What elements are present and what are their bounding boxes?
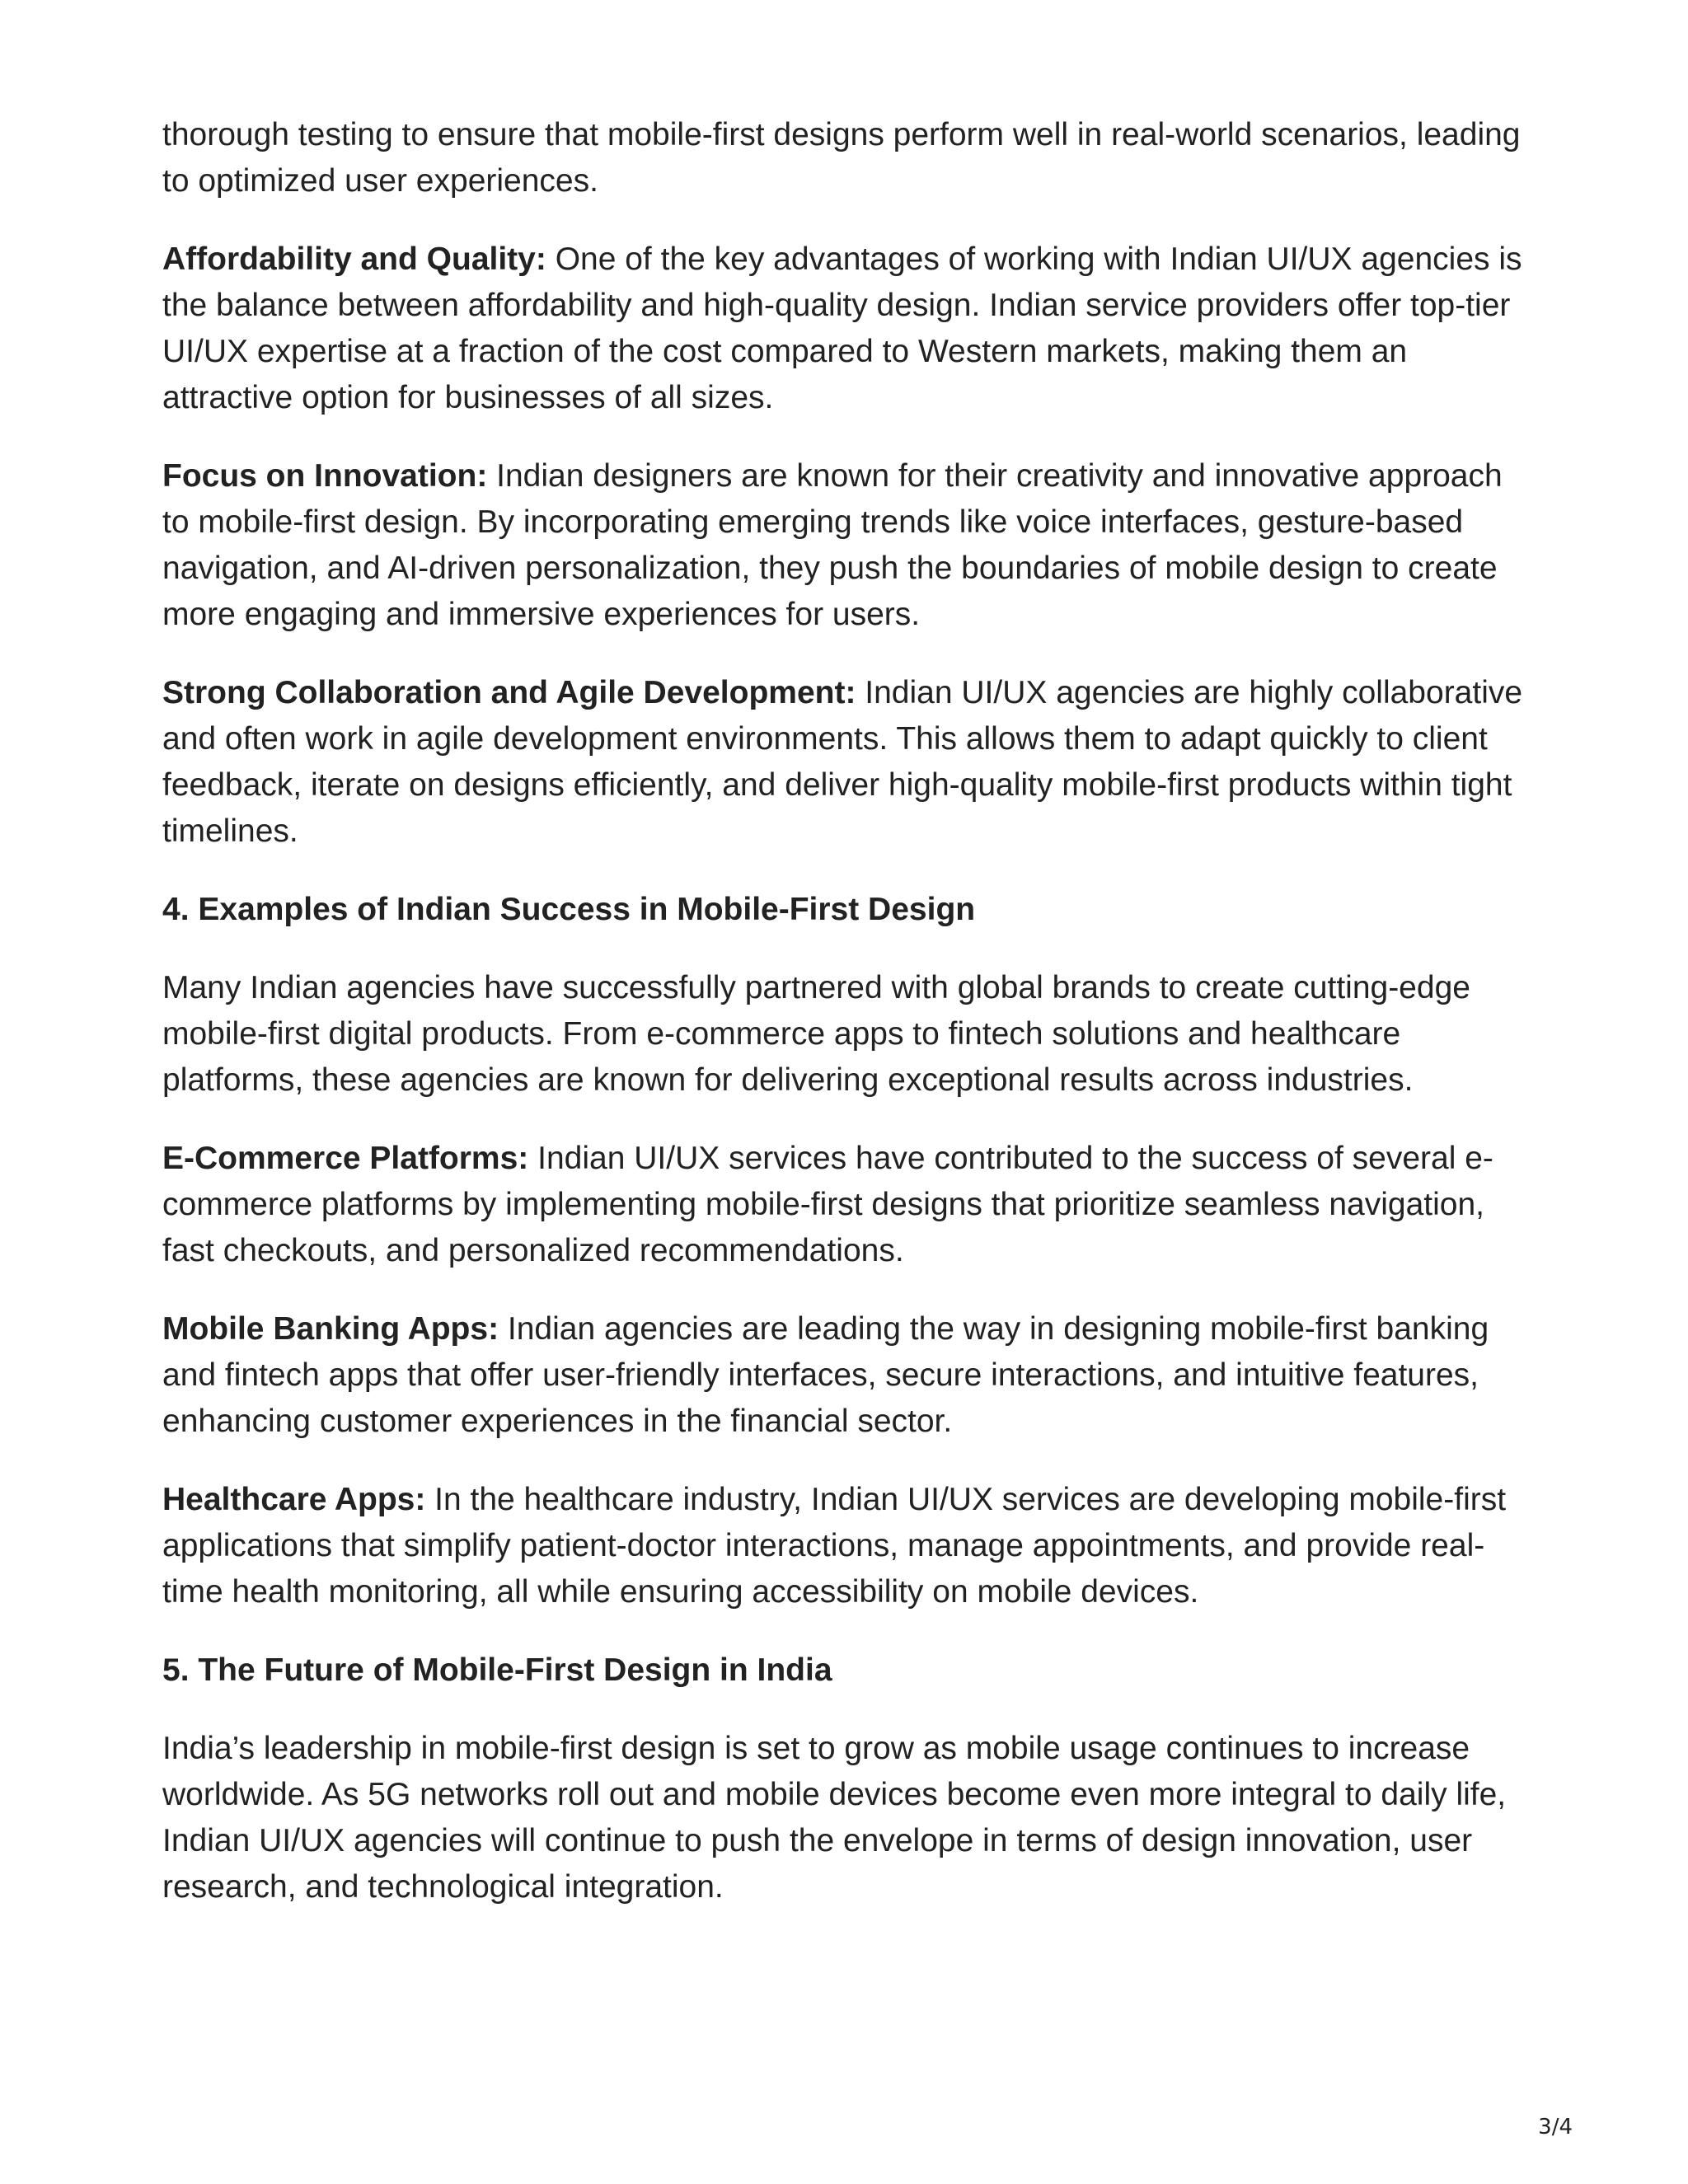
document-page (162, 112, 1531, 1943)
healthcare-text: In the healthcare industry, Indian UI/UX services are developing mobile-first applications that simplify patient-doctor interactions, manage appointments, and provide real-time health monitoring, all while ensuring accessibility on mobile devices. (162, 1482, 1507, 1610)
page-number: 3/4 (1538, 2115, 1573, 2139)
healthcare-paragraph (162, 1477, 1531, 1615)
innovation-text: Indian designers are known for their creativity and innovative approach to mobile-first design. By incorporating emerging trends like voice interfaces, gesture-based navigation, and AI-driven personalization, they push the boundaries of mobile design to create more engaging and immersive experiences for users. (162, 458, 1503, 632)
collaboration-text: Indian UI/UX agencies are highly collaborative and often work in agile development environments. This allows them to adapt quickly to client feedback, iterate on designs efficiently, and deliver high-quality mobile-first products within tight timelines. (162, 675, 1523, 849)
banking-text: Indian agencies are leading the way in designing mobile-first banking and fintech apps that offer user-friendly interfaces, secure interactions, and intuitive features, enhancing customer experiences in the financial sector. (162, 1311, 1489, 1439)
innovation-label: Focus on Innovation: (162, 458, 488, 494)
innovation-paragraph (162, 453, 1531, 638)
collaboration-paragraph (162, 670, 1531, 855)
ecommerce-paragraph (162, 1136, 1531, 1274)
section4-intro-paragraph: Many Indian agencies have successfully partnered with global brands to create cutting-edge mobile-first digital products. From e-commerce apps to fintech solutions and healthcare platforms, these agencies are known for delivering exceptional results across industries. (162, 970, 1470, 1098)
affordability-text: One of the key advantages of working with Indian UI/UX agencies is the balance between affordability and high-quality design. Indian service providers offer top-tier UI/UX expertise at a fraction of the cost compared to Western markets, making them an attractive option for businesses of all sizes. (162, 241, 1522, 415)
intro-continuation-paragraph: thorough testing to ensure that mobile-first designs perform well in real-world scenarios, leading to optimized user experiences. (162, 117, 1521, 199)
banking-label: Mobile Banking Apps: (162, 1311, 499, 1347)
collaboration-label: Strong Collaboration and Agile Development: (162, 675, 856, 710)
affordability-paragraph (162, 237, 1531, 421)
section5-heading: 5. The Future of Mobile-First Design in India (162, 1652, 832, 1688)
section4-heading: 4. Examples of Indian Success in Mobile-First Design (162, 892, 976, 927)
healthcare-label: Healthcare Apps: (162, 1482, 426, 1517)
affordability-label: Affordability and Quality: (162, 241, 546, 277)
section5-paragraph: India’s leadership in mobile-first design is set to grow as mobile usage continues to increase worldwide. As 5G networks roll out and mobile devices become even more integral to daily life, Indian UI/UX agencies will continue to push the envelope in terms of design innovation, user research, and technological integration. (162, 1731, 1507, 1905)
ecommerce-text: Indian UI/UX services have contributed to the success of several e-commerce platforms by implementing mobile-first designs that prioritize seamless navigation, fast checkouts, and personalized recommendations. (162, 1141, 1493, 1268)
banking-paragraph (162, 1306, 1531, 1445)
ecommerce-label: E-Commerce Platforms: (162, 1141, 529, 1176)
